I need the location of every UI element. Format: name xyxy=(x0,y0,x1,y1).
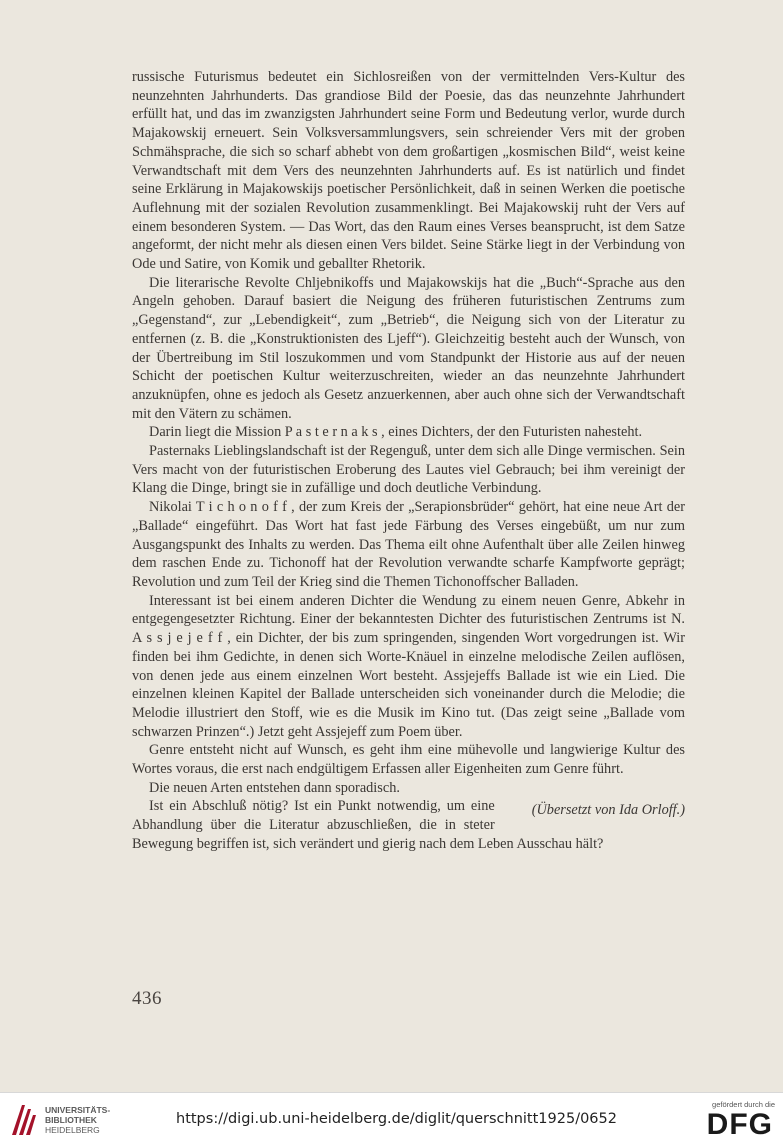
viewer-footer xyxy=(0,1092,783,1147)
paragraph: Die literarische Revolte Chljebnikoffs und Majakowskijs hat die „Buch“-Sprache aus den Angeln gehoben. Darauf basiert die Neigung des früheren futuristischen Zentrums zum „Gegenstand“, zur „Lebendigkeit“, zum „Betrieb“, die Neigung sich von der Literatur zu entfernen (z. B. die „Konstruktionisten des Ljeff“). Gleichzeitig besteht auch der Wunsch, von der Übertreibung im Stil loszukommen und vom Standpunkt der Historie aus auf der neuen Schicht der poetischen Kultur weiterzuschreiten, wieder an das neunzehnte Jahrhundert anzuknüpfen, ohne es jedoch als Gesetz anzuerkennen, aber auch ohne sich der Verwandtschaft mit den Vätern zu schämen. xyxy=(132,274,685,422)
paragraph: Die neuen Arten entstehen dann sporadisch. xyxy=(149,779,400,796)
university-name-line: HEIDELBERG xyxy=(45,1125,100,1135)
paragraph: Genre entsteht nicht auf Wunsch, es geht ihm eine mühevolle und langwierige Kultur des Wortes voraus, die erst nach endgültigem Erfassen aller Eigenheiten zum Genre führt. xyxy=(132,742,685,778)
funding-note: gefördert durch die xyxy=(712,1100,775,1109)
translator-credit: (Übersetzt von Ida Orloff.) xyxy=(531,802,685,819)
university-name-line: BIBLIOTHEK xyxy=(45,1115,97,1125)
paragraph-last-text: Ist ein Abschluß nötig? Ist ein Punkt notwendig, um eine Abhandlung über die Literatur abzuschließen, die in steter Bewegung begriffen ist, sich verändert und gierig nach dem Leben Ausschau hält? xyxy=(132,798,604,852)
paragraph: Interessant ist bei einem anderen Dichter die Wendung zu einem neuen Genre, Abkehr in entgegengesetzter Richtung. Einer der bekanntesten Dichter des futuristischen Zentrums ist N. A s s j e j e f f , ein Dichter, der bis zum springenden, singenden Wort vorgedrungen ist. Wir finden bei ihm Gedichte, in denen sich Worte-Knäuel in einzelne melodische Zeilen auflösen, von denen jede aus einem einzelnen Wort besteht. Assjejeffs Ballade ist wie ein Lied. Die einzelnen kleinen Kapitel der Ballade unterscheiden sich voneinander durch die Melodie; die Melodie illustriert den Stoff, wie es die Musik im Kino tut. (Das zeigt seine „Ballade vom schwarzen Prinzen“.) Jetzt geht Assjejeff zum Poem über. xyxy=(132,592,685,740)
page-number: 436 xyxy=(132,988,162,1009)
paragraph: Pasternaks Lieblingslandschaft ist der Regenguß, unter dem sich alle Dinge vermischen. Sein Vers macht von der futuristischen Eroberung des Lautes viel Gebrauch; bei ihm vereinigt der Klang die Dinge, bringt sie in zufällige und doch deutliche Verbindung. xyxy=(132,443,685,497)
article-text xyxy=(132,68,685,854)
permalink-url[interactable]: https://digi.ub.uni-heidelberg.de/diglit/querschnitt1925/0652 xyxy=(176,1111,617,1127)
university-library-name xyxy=(45,1105,110,1135)
paragraph: russische Futurismus bedeutet ein Sichlosreißen von der vermittelnden Vers-Kultur des neunzehnten Jahrhunderts. Das grandiose Bild der Poesie, das das neunzehnte Jahrhundert erfüllt hat, und das im zwanzigsten Jahrhundert seine Form und Bedeutung verlor, wurde durch Majakowskij erneuert. Sein Volksversammlungsvers, sein schreiender Vers mit der groben Schmähsprache, die sich so scharf abhebt von dem großartigen „kosmischen Bild“, weist keine Verwandtschaft mit dem Vers des neunzehnten Jahrhunderts auf. Es ist natürlich und findet seine Erklärung in Majakowskijs poetischer Persönlichkeit, daß in seinen Werken die poetische Auflehnung mit der sozialen Revolution zusammenklingt. Bei Majakowskij ruht der Vers auf einem besonderen System. — Das Wort, das den Raum eines Verses beansprucht, ist dem Satze angeformt, der nicht mehr als diesen einen Vers bildet. Seine Stärke liegt in der Verbindung von Ode und Satire, von Komik und geballter Rhetorik. xyxy=(132,69,685,273)
paragraph: Darin liegt die Mission P a s t e r n a k s , eines Dichters, der den Futuristen nahesteht. xyxy=(149,424,643,441)
paragraph-last xyxy=(132,797,685,853)
university-name-line: UNIVERSITÄTS- xyxy=(45,1105,111,1115)
university-library-logo-icon xyxy=(8,1101,38,1139)
dfg-logo: DFG xyxy=(706,1108,773,1141)
paragraph: Nikolai T i c h o n o f f , der zum Kreis der „Serapionsbrüder“ gehört, hat eine neue Art der „Ballade“ eingeführt. Das Wort hat fast jede Färbung des Verses eingebüßt, um nur zum Ausgangspunkt des Inhalts zu werden. Das Thema eilt ohne Aufenthalt über alle Zeilen hinweg dem raschen Ende zu. Tichonoff hat der Revolution verwandte scharfe Kampfworte geprägt; Revolution und zum Teil der Krieg sind die Themen Tichonoffscher Balladen. xyxy=(132,499,685,590)
